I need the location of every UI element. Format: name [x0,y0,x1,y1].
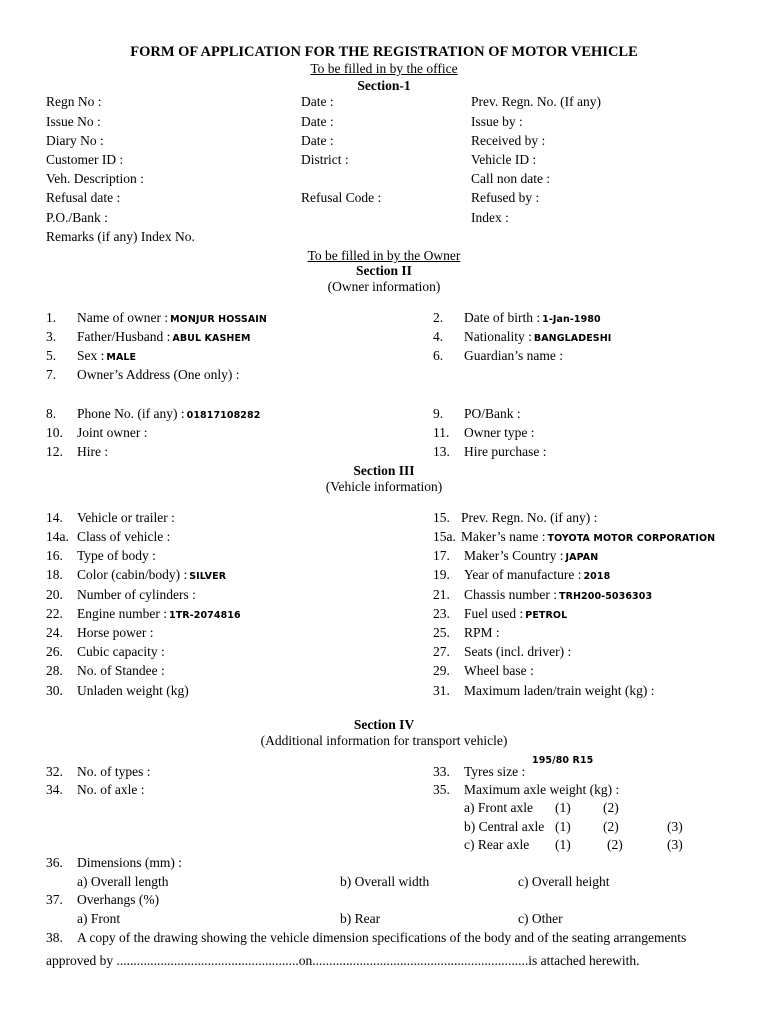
item-number: 9. [433,406,444,421]
vehicle-id-field[interactable]: Vehicle ID : [471,152,537,167]
item-32-number: 32. [46,764,63,779]
overall-width-field[interactable]: b) Overall width [340,874,430,889]
central-axle-label: b) Central axle [464,819,545,834]
item-number: 22. [46,606,63,621]
office-note: To be filled in by the office [310,61,458,76]
chassis-number-field[interactable] [464,587,652,605]
item-number: 14a. [46,529,69,544]
sex-field[interactable] [77,348,136,366]
cubic-capacity-field[interactable] [77,644,165,660]
field-value: 1-Jan-1980 [542,314,601,325]
field-label: Joint owner : [77,425,148,440]
item-number: 27. [433,644,450,659]
field-label: Number of cylinders : [77,587,196,602]
no-of-axle-field[interactable]: No. of axle : [77,782,145,797]
field-label: Chassis number : [464,587,557,602]
field-value: PETROL [525,610,568,621]
engine-number-field[interactable] [77,606,241,624]
field-value: MONJUR HOSSAIN [170,314,267,325]
front-axle-2[interactable]: (2) [603,800,619,815]
number-of-cylinders-field[interactable] [77,587,196,603]
overhang-rear-field[interactable]: b) Rear [340,911,381,926]
maker-s-country-field[interactable] [464,548,598,566]
received-by-field[interactable]: Received by : [471,133,546,148]
item-number: 21. [433,587,450,602]
refusal-date-field[interactable]: Refusal date : [46,190,121,205]
field-label: Year of manufacture : [464,567,582,582]
section2-subheading: (Owner information) [327,279,441,294]
issue-by-field[interactable]: Issue by : [471,114,523,129]
approved-by-line[interactable]: approved by ......................................................on................................................................is attached herewith. [46,953,640,968]
item-number: 15a. [433,529,456,544]
unladen-weight-kg-field[interactable] [77,683,189,699]
item-number: 17. [433,548,450,563]
field-label: Hire : [77,444,109,459]
class-of-vehicle-field[interactable] [77,529,170,545]
field-label: Fuel used : [464,606,524,621]
maker-s-name-field[interactable] [461,529,715,547]
district-field[interactable]: District : [301,152,349,167]
item-number: 18. [46,567,63,582]
field-label: Date of birth : [464,310,541,325]
owner-s-address-one-only-field[interactable] [77,367,239,383]
section4-subheading: (Additional information for transport vehicle) [260,733,508,748]
field-label: Vehicle or trailer : [77,510,175,525]
field-label: Unladen weight (kg) [77,683,189,698]
section1-heading: Section-1 [357,78,411,93]
field-label: Prev. Regn. No. (if any) : [461,510,598,525]
item-number: 29. [433,663,450,678]
maximum-laden-train-weight-kg-field[interactable] [464,683,654,699]
item-number: 3. [46,329,57,344]
item-37-number: 37. [46,892,63,907]
index-field[interactable]: Index : [471,210,509,225]
remarks-field[interactable]: Remarks (if any) Index No. [46,229,195,244]
hire-purchase-field[interactable] [464,444,546,460]
refused-by-field[interactable]: Refused by : [471,190,540,205]
field-label: No. of Standee : [77,663,165,678]
po-bank-field[interactable]: P.O./Bank : [46,210,108,225]
item-number: 8. [46,406,57,421]
field-label: Guardian’s name : [464,348,563,363]
overhangs-field: Overhangs (%) [77,892,160,907]
dimensions-field: Dimensions (mm) : [77,855,182,870]
item-number: 16. [46,548,63,563]
joint-owner-field[interactable] [77,425,148,441]
item-number: 12. [46,444,63,459]
field-label: PO/Bank : [464,406,521,421]
item-number: 1. [46,310,57,325]
customer-id-field[interactable]: Customer ID : [46,152,124,167]
horse-power-field[interactable] [77,625,153,641]
item-number: 10. [46,425,63,440]
field-value: TOYOTA MOTOR CORPORATION [547,533,716,544]
item-number: 2. [433,310,444,325]
field-label: Name of owner : [77,310,169,325]
veh-description-field[interactable]: Veh. Description : [46,171,144,186]
field-value: 01817108282 [186,410,261,421]
field-label: Type of body : [77,548,156,563]
item-number: 30. [46,683,63,698]
central-axle-3[interactable]: (3) [667,819,683,834]
name-of-owner-field[interactable] [77,310,267,328]
item-number: 14. [46,510,63,525]
po-bank-field[interactable] [464,406,521,422]
field-label: RPM : [464,625,500,640]
date-field-1[interactable]: Date : [301,94,334,109]
overhang-other-field[interactable]: c) Other [518,911,563,926]
overall-length-field[interactable]: a) Overall length [77,874,169,889]
fuel-used-field[interactable] [464,606,567,624]
hire-field[interactable] [77,444,108,460]
field-label: Owner’s Address (One only) : [77,367,240,382]
item-number: 4. [433,329,444,344]
owner-note: To be filled in by the Owner [307,248,461,263]
field-label: Maker’s name : [461,529,546,544]
nationality-field[interactable] [464,329,611,347]
section3-subheading: (Vehicle information) [325,479,443,494]
field-value: ABUL KASHEM [172,333,251,344]
color-cabin-body-field[interactable] [77,567,226,585]
front-axle-1[interactable]: (1) [555,800,571,815]
field-label: Maximum laden/train weight (kg) : [464,683,655,698]
central-axle-2[interactable]: (2) [603,819,619,834]
vehicle-or-trailer-field[interactable] [77,510,175,526]
wheel-base-field[interactable] [464,663,534,679]
rear-axle-3[interactable]: (3) [667,837,683,852]
section4-heading: Section IV [353,717,415,732]
field-label: Class of vehicle : [77,529,171,544]
item-number: 26. [46,644,63,659]
field-value: 2018 [583,571,611,582]
field-label: Horse power : [77,625,154,640]
item-number: 28. [46,663,63,678]
year-of-manufacture-field[interactable] [464,567,610,585]
item-34-number: 34. [46,782,63,797]
field-label: Hire purchase : [464,444,547,459]
field-value: TRH200-5036303 [559,591,653,602]
item-number: 25. [433,625,450,640]
item-38-number: 38. [46,930,63,945]
owner-type-field[interactable] [464,425,534,441]
field-label: Sex : [77,348,105,363]
front-axle-label: a) Front axle [464,800,533,815]
central-axle-1[interactable]: (1) [555,819,571,834]
section2-heading: Section II [356,263,412,278]
diary-no-field[interactable]: Diary No : [46,133,104,148]
field-value: SILVER [189,571,227,582]
item-number: 5. [46,348,57,363]
drawing-copy-text: A copy of the drawing showing the vehicle dimension specifications of the body and of the seating arrangements [77,930,687,945]
date-of-birth-field[interactable] [464,310,601,328]
field-label: Owner type : [464,425,535,440]
overall-height-field[interactable]: c) Overall height [518,874,610,889]
no-of-types-field[interactable]: No. of types : [77,764,151,779]
tyre-size-value: 195/80 R15 [532,755,594,766]
field-value: BANGLADESHI [533,333,612,344]
field-label: Maker’s Country : [464,548,564,563]
section3-heading: Section III [353,463,415,478]
date-field-2[interactable]: Date : [301,114,334,129]
call-non-date-field[interactable]: Call non date : [471,171,551,186]
field-label: Cubic capacity : [77,644,165,659]
date-field-3[interactable]: Date : [301,133,334,148]
field-label: Phone No. (if any) : [77,406,185,421]
item-number: 19. [433,567,450,582]
item-number: 7. [46,367,57,382]
prev-regn-no-if-any-field[interactable] [461,510,597,526]
item-number: 20. [46,587,63,602]
item-number: 6. [433,348,444,363]
tyres-size-field[interactable]: Tyres size : [464,764,526,779]
field-value: JAPAN [565,552,599,563]
item-number: 13. [433,444,450,459]
item-36-number: 36. [46,855,63,870]
field-label: Father/Husband : [77,329,171,344]
issue-no-field[interactable]: Issue No : [46,114,101,129]
field-value: 1TR-2074816 [168,610,241,621]
rear-axle-2[interactable]: (2) [607,837,623,852]
overhang-front-field[interactable]: a) Front [77,911,121,926]
item-number: 23. [433,606,450,621]
field-label: Color (cabin/body) : [77,567,188,582]
rear-axle-1[interactable]: (1) [555,837,571,852]
regn-no-field[interactable]: Regn No : [46,94,102,109]
field-label: Engine number : [77,606,167,621]
item-number: 31. [433,683,450,698]
field-label: Nationality : [464,329,532,344]
form-title: FORM OF APPLICATION FOR THE REGISTRATION OF MOTOR VEHICLE [130,44,638,60]
item-number: 11. [433,425,450,440]
max-axle-weight-field[interactable]: Maximum axle weight (kg) : [464,782,620,797]
seats-incl-driver-field[interactable] [464,644,571,660]
item-number: 24. [46,625,63,640]
field-value: MALE [106,352,137,363]
item-number: 15. [433,510,450,525]
father-husband-field[interactable] [77,329,251,347]
rear-axle-label: c) Rear axle [464,837,530,852]
phone-no-if-any-field[interactable] [77,406,260,424]
type-of-body-field[interactable] [77,548,156,564]
prev-regn-field[interactable]: Prev. Regn. No. (If any) [471,94,601,109]
refusal-code-field[interactable]: Refusal Code : [301,190,382,205]
field-label: Wheel base : [464,663,534,678]
guardian-s-name-field[interactable] [464,348,563,364]
item-33-number: 33. [433,764,450,779]
item-35-number: 35. [433,782,450,797]
no-of-standee-field[interactable] [77,663,165,679]
rpm-field[interactable] [464,625,500,641]
field-label: Seats (incl. driver) : [464,644,572,659]
